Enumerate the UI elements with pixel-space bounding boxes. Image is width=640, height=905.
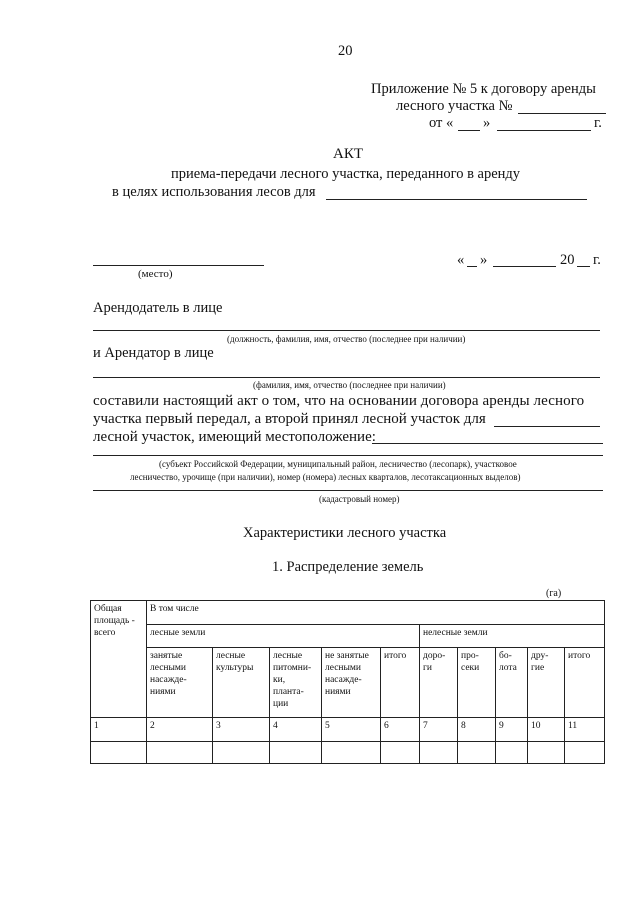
location-hint2: лесничество, урочище (при наличии), номер (номера) лесных кварталов, лесотаксационных выделов) [130,472,521,482]
empty-cell[interactable] [213,742,270,764]
incl-header: В том числе [147,601,605,625]
sub-header-cell: лесные культуры [213,648,270,718]
empty-cell[interactable] [147,742,213,764]
table-header-row3 [91,648,605,718]
cadastral-blank [93,490,603,491]
sub-header-cell: дру- гие [528,648,565,718]
appendix-month-blank [497,130,591,131]
lessee-blank [93,377,600,378]
date-year-suffix: г. [593,252,601,268]
empty-cell[interactable] [322,742,381,764]
sub-header-cell: лесные питомни- ки, планта- ции [270,648,322,718]
land-distribution-table [90,600,605,764]
table-header-row1 [91,601,605,625]
location-hint1: (субъект Российской Федерации, муниципальный район, лесничество (лесопарк), участковое [159,459,517,469]
act-title-line2: в целях использования лесов для [112,184,316,200]
location-blank-2 [93,455,603,456]
appendix-date-prefix: от « [429,115,454,131]
date-day-blank [467,266,477,267]
appendix-line2: лесного участка № [396,98,513,114]
forest-header: лесные земли [147,625,420,648]
place-blank [93,265,264,266]
contract-number-blank [518,113,606,114]
sub-header-cell: занятые лесными насажде- ниями [147,648,213,718]
empty-cell[interactable] [270,742,322,764]
section-title: Характеристики лесного участка [243,525,447,541]
lessor-hint: (должность, фамилия, имя, отчество (последнее при наличии) [227,334,466,344]
date-quote-open: « [457,252,465,268]
lessor-label: Арендодатель в лице [93,300,223,316]
column-number-cell: 2 [147,718,213,742]
column-number-cell: 9 [496,718,528,742]
body-line1: составили настоящий акт о том, что на основании договора аренды лесного [93,393,585,409]
empty-cell[interactable] [381,742,420,764]
column-number-cell: 8 [458,718,496,742]
column-number-cell: 7 [420,718,458,742]
page-number: 20 [338,43,353,59]
appendix-date-mid: » [483,115,491,131]
empty-cell[interactable] [528,742,565,764]
col-total-header: Общая площадь - всего [91,601,147,718]
empty-cell[interactable] [458,742,496,764]
location-blank [372,443,603,444]
act-title-line1: приема-передачи лесного участка, переданного в аренду [171,166,521,182]
use-purpose-blank [494,426,600,427]
cadastral-hint: (кадастровый номер) [319,494,400,504]
column-number-cell: 6 [381,718,420,742]
sub-header-cell: доро- ги [420,648,458,718]
appendix-line1: Приложение № 5 к договору аренды [371,81,596,97]
column-number-cell: 10 [528,718,565,742]
lessee-hint: (фамилия, имя, отчество (последнее при наличии) [253,380,446,390]
table-number-row [91,718,605,742]
purpose-blank [326,199,587,200]
column-number-cell: 5 [322,718,381,742]
column-number-cell: 1 [91,718,147,742]
empty-cell[interactable] [565,742,605,764]
sub-header-cell: не занятые лесными насажде- ниями [322,648,381,718]
date-year-prefix: 20 [560,252,575,268]
body-line3: лесной участок, имеющий местоположение: [93,429,376,445]
sub-header-cell: бо- лота [496,648,528,718]
lessee-label: и Арендатор в лице [93,345,214,361]
act-heading: АКТ [333,146,363,162]
unit-label: (га) [546,588,562,599]
appendix-date-suffix: г. [594,115,602,131]
place-label: (место) [138,268,173,280]
column-number-cell: 4 [270,718,322,742]
sub-header-cell: итого [565,648,605,718]
lessor-blank [93,330,600,331]
date-quote-close: » [480,252,488,268]
body-line2: участка первый передал, а второй принял лесной участок для [93,411,486,427]
section-subtitle: 1. Распределение земель [272,559,424,575]
column-number-cell: 11 [565,718,605,742]
sub-header-cell: про- секи [458,648,496,718]
empty-cell[interactable] [420,742,458,764]
nonforest-header: нелесные земли [420,625,605,648]
column-number-cell: 3 [213,718,270,742]
table-empty-row [91,742,605,764]
appendix-day-blank [458,130,480,131]
date-year-blank [577,266,590,267]
empty-cell[interactable] [496,742,528,764]
date-month-blank [493,266,556,267]
table-header-row2 [91,625,605,648]
sub-header-cell: итого [381,648,420,718]
empty-cell[interactable] [91,742,147,764]
